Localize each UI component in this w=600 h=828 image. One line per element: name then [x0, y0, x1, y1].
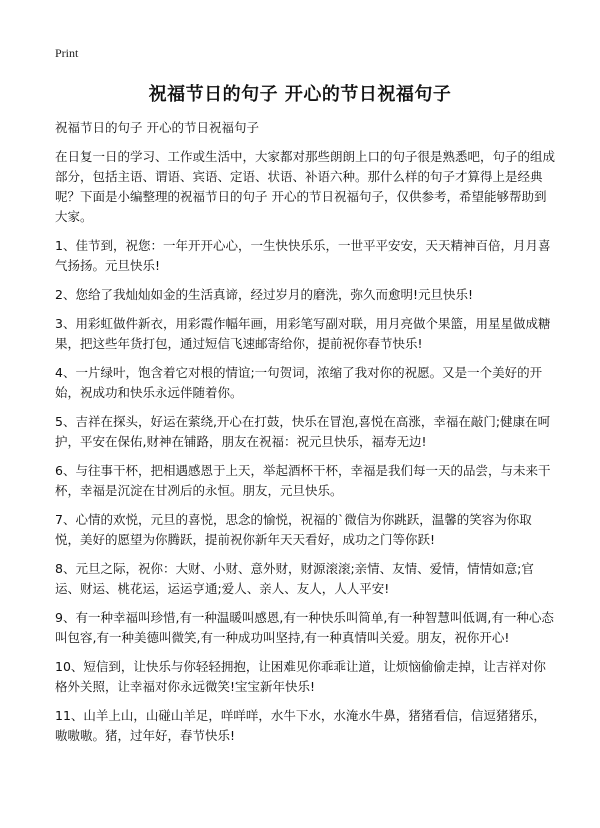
- print-link[interactable]: Print: [55, 46, 79, 60]
- blessing-paragraph-1: 1、佳节到，祝您：一年开开心心，一生快快乐乐，一世平平安安，天天精神百倍，月月喜气扬扬。元旦快乐!: [55, 238, 551, 273]
- blessing-paragraph-11: 11、山羊上山，山碰山羊足，咩咩咩，水牛下水，水淹水牛鼻，猪猪看信，信逗猪猪乐，嗷嗷嗷。猪，过年好，春节快乐!: [55, 708, 546, 743]
- article-body: [55, 118, 555, 755]
- article-subtitle: 祝福节日的句子 开心的节日祝福句子: [55, 120, 259, 135]
- blessing-paragraph-3: 3、用彩虹做件新衣，用彩霞作幅年画，用彩笔写副对联，用月亮做个果篮，用星星做成糖果，把这些年货打包，通过短信飞速邮寄给你，提前祝你春节快乐!: [55, 316, 551, 351]
- blessing-paragraph-6: 6、与往事干杯，把相遇感恩于上天，举起酒杯干杯，幸福是我们每一天的品尝，与未来干杯，幸福是沉淀在甘冽后的永恒。朋友，元旦快乐。: [55, 463, 551, 498]
- blessing-paragraph-5: 5、吉祥在探头，好运在萦绕,开心在打鼓，快乐在冒泡,喜悦在高涨，幸福在敲门;健康在呵护，平安在保佑,财神在铺路，朋友在祝福：祝元旦快乐，福寿无边!: [55, 414, 551, 449]
- blessing-paragraph-10: 10、短信到，让快乐与你轻轻拥抱，让困难见你乖乖让道，让烦恼偷偷走掉，让吉祥对你格外关照，让幸福对你永远微笑!宝宝新年快乐!: [55, 659, 546, 694]
- intro-paragraph: 在日复一日的学习、工作或生活中，大家都对那些朗朗上口的句子很是熟悉吧，句子的组成部分，包括主语、谓语、宾语、定语、状语、补语六种。那什么样的句子才算得上是经典呢？下面是小编整理的祝福节日的句子 开心的节日祝福句子，仅供参考，希望能够帮助到大家。: [55, 149, 556, 224]
- page-title: 祝福节日的句子 开心的节日祝福句子: [148, 84, 452, 105]
- blessing-paragraph-4: 4、一片绿叶，饱含着它对根的情谊;一句贺词，浓缩了我对你的祝愿。又是一个美好的开始，祝成功和快乐永远伴随着你。: [55, 365, 543, 400]
- blessing-paragraph-7: 7、心情的欢悦，元旦的喜悦，思念的愉悦，祝福的`微信为你跳跃，温馨的笑容为你取悦，美好的愿望为你腾跃，提前祝你新年天天看好，成功之门等你跃!: [55, 512, 532, 547]
- blessing-paragraph-2: 2、您给了我灿灿如金的生活真谛，经过岁月的磨洗，弥久而愈明!元旦快乐!: [55, 287, 473, 302]
- blessing-paragraph-8: 8、元旦之际，祝你：大财、小财、意外财，财源滚滚;亲情、友情、爱情，情情如意;官运、财运、桃花运，运运亨通;爱人、亲人、友人，人人平安!: [55, 561, 534, 596]
- blessing-paragraph-9: 9、有一种幸福叫珍惜,有一种温暖叫感恩,有一种快乐叫简单,有一种智慧叫低调,有一种心态叫包容,有一种美德叫微笑,有一种成功叫坚持,有一种真情叫关爱。朋友，祝你开心!: [55, 610, 554, 645]
